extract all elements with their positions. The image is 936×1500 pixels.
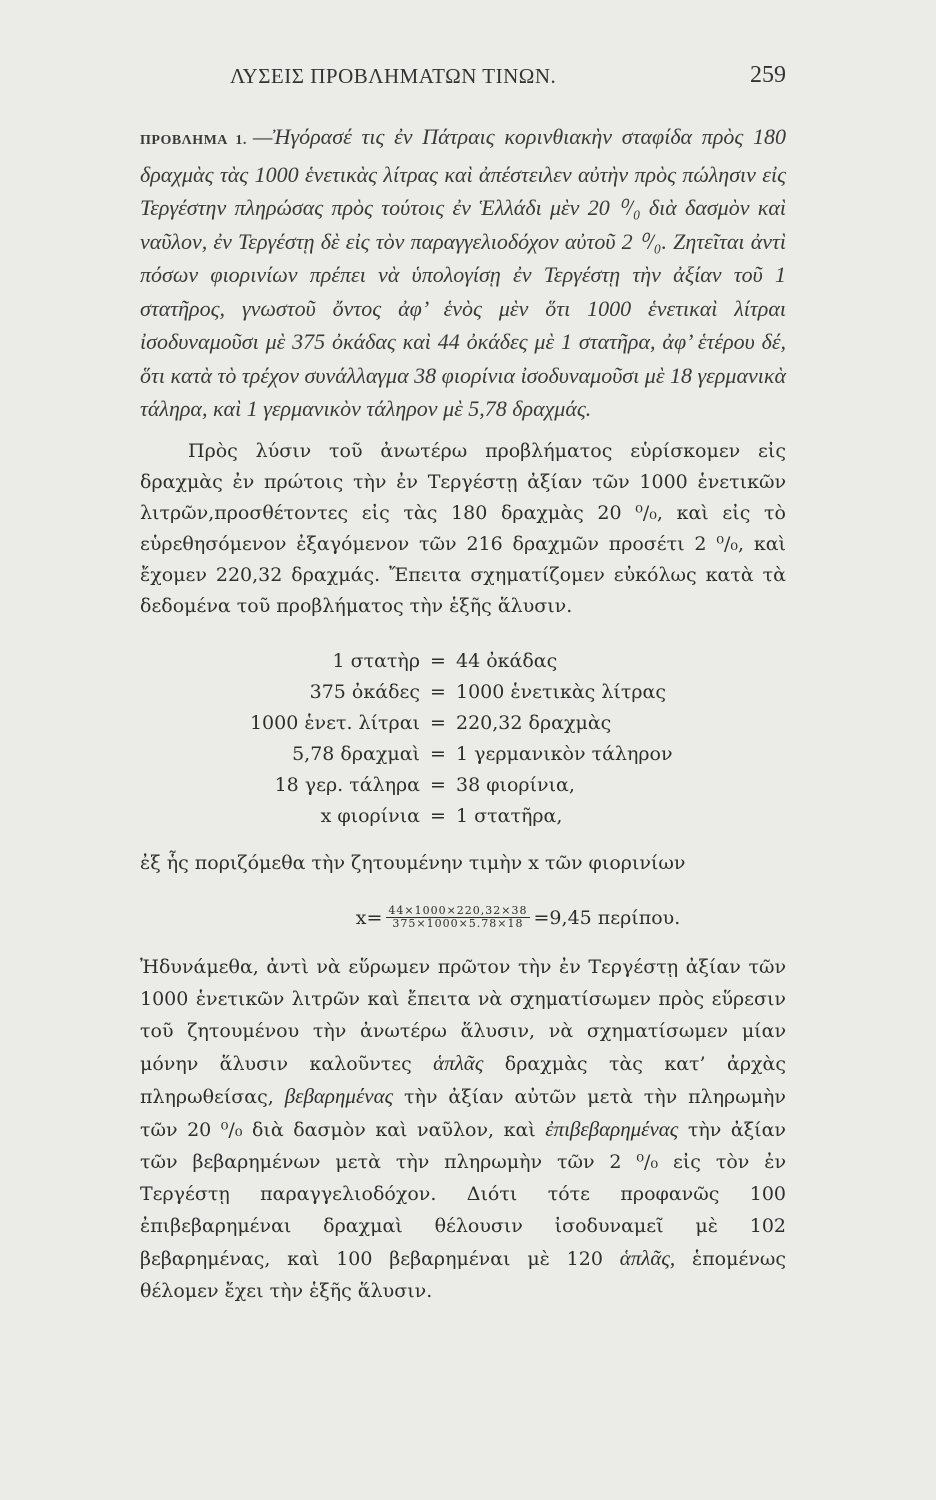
problem-label: ΠΡΟΒΛΗΜΑ 1.: [140, 133, 247, 148]
chain-left: 375 ὀκάδες: [309, 680, 420, 703]
chain-right: 1 στατῆρα,: [456, 804, 563, 827]
closing-text-mid: τὴν ἀξίαν αὐτῶν μετὰ τὴν πληρωμὴν τῶν 20 ⁰/₀ διὰ δασμὸν καὶ ναῦλον, καὶ: [140, 1085, 786, 1141]
closing-text: [140, 951, 786, 1307]
chain-row: [140, 646, 786, 677]
closing-paragraph: [140, 951, 786, 1307]
italic-term: ἁπλᾶς: [433, 1050, 484, 1075]
chain-right: 1000 ἑνετικὰς λίτρας: [456, 680, 666, 703]
chain-row: [140, 677, 786, 708]
running-title: ΛΥΣΕΙΣ ΠΡΟΒΛΗΜΑΤΩΝ ΤΙΝΩΝ.: [230, 64, 557, 88]
chain-row: [140, 708, 786, 739]
equals-sign: =: [430, 773, 446, 796]
chain-left: 18 γερ. τάληρα: [274, 773, 420, 796]
equals-sign: =: [430, 649, 446, 672]
chain-row: [140, 801, 786, 832]
equals-sign: =: [430, 742, 446, 765]
problem-text: —Ἠγόρασέ τις ἐν Πάτραις κορινθιακὴν σταφίδα πρὸς 180 δραχμὰς τὰς 1000 ἑνετικὰς λίτρας καὶ ἀπέστειλεν αὐτὴν πρὸς πώλησιν εἰς Τεργέστην πληρώσας πρὸς τούτοις ἐν Ἑλλάδι μὲν 20 ⁰/₀ διὰ δασμὸν καὶ ναῦλον, ἐν Τεργέστῃ δὲ εἰς τὸν παραγγελιοδόχον αὐτοῦ 2 ⁰/₀. Ζητεῖται ἀντὶ πόσων φιορινίων πρέπει νὰ ὑπολογίσῃ ἐν Τεργέστῃ τὴν ἀξίαν τοῦ 1 στατῆρος, γνωστοῦ ὄντος ἀφ’ ἑνὸς μὲν ὅτι 1000 ἑνετικαὶ λίτραι ἰσοδυναμοῦσι μὲ 375 ὀκάδας καὶ 44 ὀκάδες μὲ 1 στατῆρα, ἀφ’ ἑτέρου δέ, ὅτι κατὰ τὸ τρέχον συνάλλαγμα 38 φιορίνια ἰσοδυναμοῦσι μὲ 18 γερμανικὰ τάληρα, καὶ 1 γερμανικὸν τάληρον μὲ 5,78 δραχμάς.: [140, 124, 787, 421]
chain-right: 44 ὀκάδας: [456, 649, 558, 672]
formula-numerator: 44×1000×220,32×38: [388, 904, 528, 917]
chain-row: [140, 739, 786, 770]
italic-term: βεβαρημένας: [284, 1083, 394, 1108]
formula-result: =9,45 περίπου.: [533, 906, 681, 929]
chain-row: [140, 770, 786, 801]
equals-sign: =: [430, 680, 446, 703]
closing-text-start: Ἠδυνάμεθα, ἀντὶ νὰ εὕρωμεν πρῶτον τὴν ἐν Τεργέστῃ ἀξίαν τῶν 1000 ἑνετικῶν λιτρῶν καὶ ἔπειτα νὰ σχηματίσωμεν πρὸς εὕρεσιν τοῦ ζητουμένου τὴν ἀνωτέρω ἅλυσιν, νὰ σχηματίσωμεν μίαν μόνην ἅλυσιν καλοῦντες: [140, 955, 786, 1075]
formula-fraction: [386, 905, 529, 930]
closing-text-mid: τὴν ἀξίαν τῶν βεβαρημένων μετὰ τὴν πληρωμὴν τῶν 2 ⁰/₀ εἰς τὸν ἐν Τεργέστῃ παραγγελιοδόχον. Διότι τότε προφανῶς 100 ἐπιβεβαρημέναι δραχμαὶ θέλουσιν ἰσοδυναμεῖ μὲ 102 βεβαρημένας, καὶ 100 βεβαρημέναι μὲ 120: [140, 1118, 786, 1270]
derivation-sentence: ἐξ ἧς ποριζόμεθα τὴν ζητουμένην τιμὴν x τῶν φιορινίων: [140, 851, 686, 874]
equals-sign: =: [430, 804, 446, 827]
formula-lhs: x=: [355, 906, 383, 929]
italic-term: ἐπιβεβαρημένας: [545, 1116, 679, 1141]
solution-paragraph: Πρὸς λύσιν τοῦ ἀνωτέρω προβλήματος εὑρίσκομεν εἰς δραχμὰς ἐν πρώτοις τὴν ἐν Τεργέστῃ ἀξίαν τῶν 1000 ἑνετικῶν λιτρῶν,προσθέτοντες εἰς τὰς 180 δραχμὰς 20 ⁰/₀, καὶ εἰς τὸ εὑρεθησόμενον ἐξαγόμενον τῶν 216 δραχμῶν προσέτι 2 ⁰/₀, καὶ ἔχομεν 220,32 δραχμάς. Ἔπειτα σχηματίζομεν εὐκόλως κατὰ τὰ δεδομένα τοῦ προβλήματος τὴν ἑξῆς ἅλυσιν.: [140, 439, 786, 617]
chain-right: 220,32 δραχμὰς: [456, 711, 612, 734]
equals-sign: =: [430, 711, 446, 734]
page-number: 259: [750, 62, 786, 88]
closing-text-mid: δραχμὰς τὰς κατ’ ἀρχὰς πληρωθείσας,: [140, 1052, 786, 1108]
chain-left: 5,78 δραχμαὶ: [292, 742, 420, 765]
italic-term: ἁπλᾶς,: [619, 1245, 676, 1270]
chain-left: 1000 ἑνετ. λίτραι: [249, 711, 420, 734]
chain-left: 1 στατὴρ: [332, 649, 420, 672]
chain-right: 1 γερμανικὸν τάληρον: [456, 742, 673, 765]
running-head: [140, 60, 786, 100]
result-formula: [140, 901, 786, 935]
formula-denominator: 375×1000×5.78×18: [392, 917, 524, 930]
closing-text-end: ἑπομένως θέλομεν ἔχει τὴν ἑξῆς ἅλυσιν.: [140, 1247, 786, 1302]
chain-equations: [140, 646, 786, 832]
solution-section: [140, 436, 786, 622]
chain-left: x φιορίνια: [320, 804, 420, 827]
chain-right: 38 φιορίνια,: [456, 773, 575, 796]
problem-statement: [140, 120, 786, 426]
